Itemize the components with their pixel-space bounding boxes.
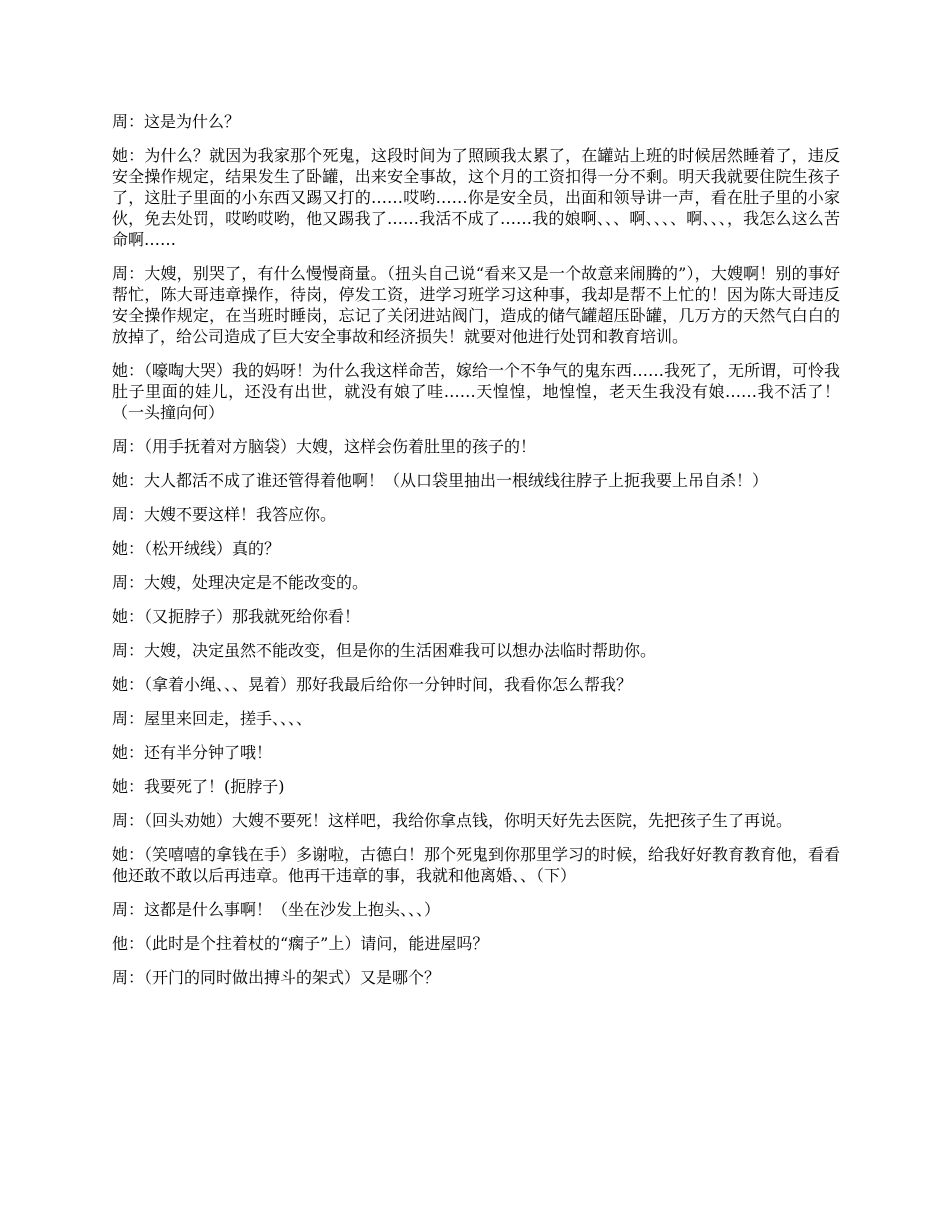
dialogue-line-9: 周：大嫂，处理决定是不能改变的。: [112, 573, 369, 592]
dialogue-line-15: 她：我要死了！(扼脖子): [112, 777, 285, 796]
dialogue-line-12: 她：（拿着小绳、、、晃着）那好我最后给你一分钟时间，我看你怎么帮我？: [112, 675, 633, 694]
dialogue-line-19: 他：（此时是个拄着杖的“瘸子”上）请问，能进屋吗？: [112, 934, 489, 953]
dialogue-line-6: 她：大人都活不成了谁还管得着他啊！（从口袋里抽出一根绒线往脖子上扼我要上吊自杀！）: [112, 471, 769, 490]
dialogue-line-7: 周：大嫂不要这样！我答应你。: [112, 505, 337, 524]
dialogue-line-8: 她：（松开绒线）真的？: [112, 539, 281, 558]
dialogue-line-2: 她：为什么？就因为我家那个死鬼，这段时间为了照顾我太累了，在罐站上班的时候居然睡着了，违反安全操作规定，结果发生了卧罐，出来安全事故，这个月的工资扣得一分不剩。明天我就要住院生孩子了，这肚子里面的小东西又踢又打的……哎哟……你是安全员，出面和领导讲一声，看在肚子里的小家伙，免去处罚，哎哟哎哟，他又踢我了……我活不成了……我的娘啊、、、啊、、、、啊、、、，我怎么这么苦命啊……: [112, 146, 840, 249]
dialogue-line-1: 周：这是为什么？: [112, 112, 241, 131]
dialogue-line-3: 周：大嫂，别哭了，有什么慢慢商量。（扭头自己说“看来又是一个故意来闹腾的”），大嫂啊！别的事好帮忙，陈大哥违章操作，待岗，停发工资，进学习班学习这种事，我却是帮不上忙的！因为陈大哥违反安全操作规定，在当班时睡岗，忘记了关闭进站阀门，造成的储气罐超压卧罐，几万方的天然气白白的放掉了，给公司造成了巨大安全事故和经济损失！就要对他进行处罚和教育培训。: [112, 264, 840, 346]
dialogue-line-16: 周：（回头劝她）大嫂不要死！这样吧，我给你拿点钱，你明天好先去医院，先把孩子生了再说。: [112, 811, 793, 830]
dialogue-line-13: 周：屋里来回走，搓手、、、、: [112, 709, 313, 728]
dialogue-line-18: 周：这都是什么事啊！（坐在沙发上抱头、、、）: [112, 900, 441, 919]
dialogue-line-17: 她：（笑嘻嘻的拿钱在手）多谢啦，古德白！那个死鬼到你那里学习的时候，给我好好教育教育他，看看他还敢不敢以后再违章。他再干违章的事，我就和他离婚、、（下）: [112, 845, 841, 885]
dialogue-line-5: 周：（用手抚着对方脑袋）大嫂，这样会伤着肚里的孩子的！: [112, 437, 537, 456]
document-page: [112, 111, 840, 1001]
dialogue-line-14: 她：还有半分钟了哦！: [112, 743, 273, 762]
dialogue-line-4: 她：（嚎啕大哭）我的妈呀！为什么我这样命苦，嫁给一个不争气的鬼东西……我死了，无所谓，可怜我肚子里面的娃儿，还没有出世，就没有娘了哇……天惶惶，地惶惶，老天生我没有娘……我不活了！（一头撞向何）: [112, 361, 841, 422]
dialogue-line-20: 周：（开门的同时做出搏斗的架式）又是哪个？: [112, 968, 441, 987]
dialogue-line-10: 她：（又扼脖子）那我就死给你看！: [112, 607, 361, 626]
dialogue-line-11: 周：大嫂，决定虽然不能改变，但是你的生活困难我可以想办法临时帮助你。: [112, 641, 657, 660]
